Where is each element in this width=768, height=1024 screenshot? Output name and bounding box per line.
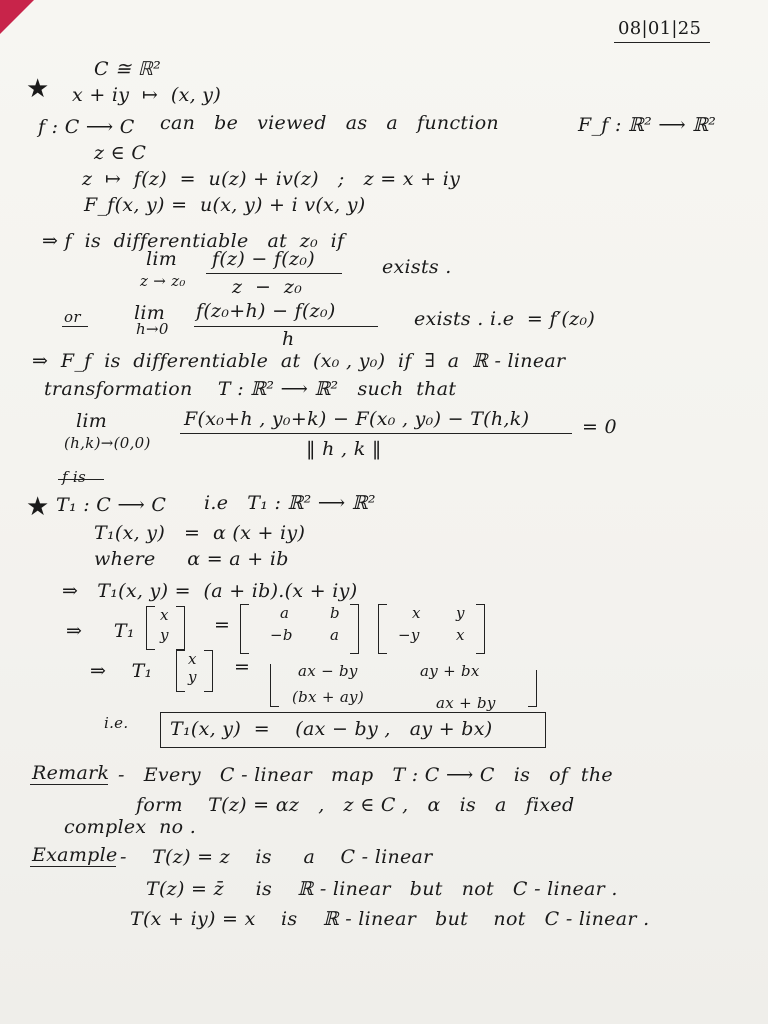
exists-1: exists . — [382, 256, 452, 278]
frac3-den: ‖ h , k ‖ — [306, 438, 382, 460]
mat1-bracket-left — [240, 604, 249, 654]
mat3-bracket-right — [528, 670, 537, 707]
example-line-1: - T(z) = z is a C - linear — [120, 846, 433, 868]
line-map-xy: x + iy ↦ (x, y) — [72, 84, 222, 106]
remark-underline — [30, 784, 108, 785]
mat3-a: ax − by — [298, 662, 358, 680]
strike-line — [58, 479, 104, 480]
mat1-a: a — [280, 604, 290, 622]
mat1-bracket-right — [350, 604, 359, 654]
star-bullet-2: ★ — [26, 492, 50, 522]
date: 08|01|25 — [618, 18, 702, 39]
frac2-num: f(z₀+h) − f(z₀) — [196, 300, 336, 322]
lim-1: lim — [146, 248, 178, 270]
example-line-3: T(x + iy) = x is ℝ - linear but not C - linear . — [130, 908, 650, 930]
mat2-bracket-right — [476, 604, 485, 654]
line-T1-result-lhs: ⇒ T₁ — [90, 660, 153, 682]
vec-x: x — [160, 606, 169, 624]
page-corner-mark — [0, 0, 34, 34]
line-transformation: transformation T : ℝ² ⟶ ℝ² such that — [44, 378, 457, 400]
vec2-bracket-right — [204, 650, 213, 692]
line-T1-matrix-lhs: ⇒ T₁ — [66, 620, 135, 642]
lim-1-sub: z → z₀ — [140, 272, 186, 290]
ie-label: i.e. — [104, 714, 129, 732]
remark-label: Remark — [32, 762, 110, 784]
vec2-y: y — [188, 668, 197, 686]
frac3-num: F(x₀+h , y₀+k) − F(x₀ , y₀) − T(h,k) — [184, 408, 530, 430]
result-equals: = — [234, 656, 251, 678]
mat2-x: x — [412, 604, 421, 622]
line-T1-alpha: T₁(x, y) = α (x + iy) — [94, 522, 306, 544]
mat3-d: ax + by — [436, 694, 496, 712]
line-Ff-def: F_f : ℝ² ⟶ ℝ² — [578, 114, 717, 136]
frac2-den: h — [282, 328, 295, 350]
mat2-bracket-left — [378, 604, 387, 654]
struck-text: f is — [62, 468, 87, 486]
mat2-negy: −y — [398, 626, 420, 644]
frac1-bar — [206, 273, 342, 274]
line-c-iso-r2: C ≅ ℝ² — [94, 58, 162, 80]
frac1-den: z − z₀ — [232, 276, 303, 298]
line-T1-expand: ⇒ T₁(x, y) = (a + ib).(x + iy) — [62, 580, 358, 602]
vec2-x: x — [188, 650, 197, 668]
line-viewed-as: can be viewed as a function — [160, 112, 499, 134]
star-bullet-1: ★ — [26, 74, 50, 104]
mat1-negb: −b — [270, 626, 293, 644]
line-Ff-differentiable: ⇒ F_f is differentiable at (x₀ , y₀) if ∃ a ℝ - linear — [32, 350, 566, 372]
remark-line-1: - Every C - linear map T : C ⟶ C is of the — [118, 764, 613, 786]
frac3-bar — [180, 433, 572, 434]
mat1-a2: a — [330, 626, 340, 644]
matrix-equals: = — [214, 614, 231, 636]
mat3-c: (bx + ay) — [292, 688, 364, 706]
equals-zero: = 0 — [582, 416, 617, 438]
vec-bracket-left — [146, 606, 155, 650]
or-underline — [62, 326, 88, 327]
line-where-alpha: where α = a + ib — [94, 548, 289, 570]
line-f-def: f : C ⟶ C — [38, 116, 135, 138]
lim-3: lim — [76, 410, 108, 432]
lim-2-sub: h→0 — [136, 320, 169, 338]
example-line-2: T(z) = z̄ is ℝ - linear but not C - linear . — [146, 878, 618, 900]
lim-2: lim — [134, 302, 166, 324]
exists-2: exists . i.e = f′(z₀) — [414, 308, 596, 330]
example-underline — [30, 866, 116, 867]
frac2-bar — [194, 326, 378, 327]
vec2-bracket-left — [176, 650, 185, 692]
vec-bracket-right — [176, 606, 185, 650]
remark-line-3: complex no . — [64, 816, 197, 838]
line-Ff-uv: F_f(x, y) = u(x, y) + i v(x, y) — [84, 194, 366, 216]
remark-line-2: form T(z) = αz , z ∈ C , α is a fixed — [136, 794, 575, 816]
date-underline — [614, 42, 710, 43]
line-fz-uv: z ↦ f(z) = u(z) + iv(z) ; z = x + iy — [82, 168, 461, 190]
line-T1-real: i.e T₁ : ℝ² ⟶ ℝ² — [204, 492, 376, 514]
mat2-y: y — [456, 604, 465, 622]
line-T1-def: T₁ : C ⟶ C — [56, 494, 167, 516]
lim-3-sub: (h,k)→(0,0) — [64, 434, 151, 452]
vec-y: y — [160, 626, 169, 644]
mat3-b: ay + bx — [420, 662, 480, 680]
frac1-num: f(z) − f(z₀) — [212, 248, 315, 270]
mat2-x2: x — [456, 626, 465, 644]
line-differentiable: ⇒ f is differentiable at z₀ if — [42, 230, 345, 252]
or-label: or — [64, 308, 81, 326]
example-label: Example — [32, 844, 118, 866]
line-z-in-c: z ∈ C — [94, 142, 147, 164]
boxed-result-text: T₁(x, y) = (ax − by , ay + bx) — [170, 718, 493, 740]
mat3-bracket-left — [270, 664, 279, 707]
mat1-b: b — [330, 604, 340, 622]
